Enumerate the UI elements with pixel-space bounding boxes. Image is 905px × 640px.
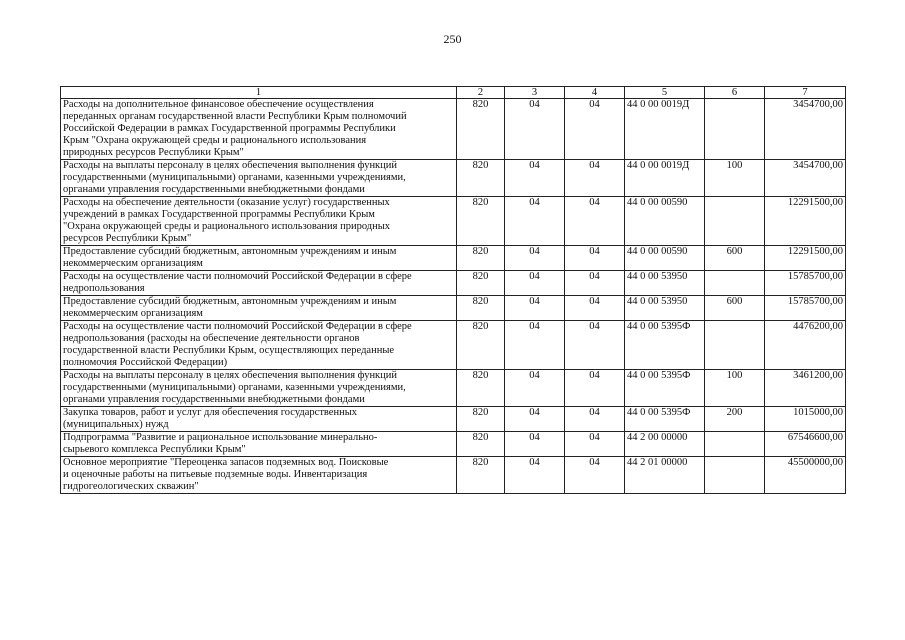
row-description: Основное мероприятие "Переоценка запасов подземных вод. Поисковые и оценочные работы на питьевые подземные воды. Инвентаризация гидрогеологических скважин"	[61, 457, 457, 494]
table-row	[61, 296, 846, 321]
cell-expense-type	[705, 197, 765, 246]
budget-table	[60, 86, 846, 494]
row-description: Расходы на дополнительное финансовое обеспечение осуществления переданных органам государственной власти Республики Крым полномочий Российской Федерации в рамках Государственной программы Республики Крым "Охрана окружающей среды и рационального использования природных ресурсов Республики Крым"	[61, 99, 457, 160]
cell-ministry-code: 820	[457, 160, 505, 197]
header-row	[61, 87, 846, 99]
row-description: Расходы на выплаты персоналу в целях обеспечения выполнения функций государственными (муниципальными) органами, казенными учреждениями, органами управления государственными внебюджетными фондами	[61, 160, 457, 197]
cell-ministry-code: 820	[457, 271, 505, 296]
table-row	[61, 246, 846, 271]
row-description: Расходы на обеспечение деятельности (оказание услуг) государственных учреждений в рамках Государственной программы Республики Крым "Охрана окружающей среды и рационального использования природных ресурсов Республики Крым"	[61, 197, 457, 246]
cell-amount: 67546600,00	[765, 432, 846, 457]
cell-expense-type	[705, 271, 765, 296]
cell-target-article: 44 0 00 5395Ф	[625, 321, 705, 370]
row-description: Расходы на осуществление части полномочий Российской Федерации в сфере недропользования (расходы на обеспечение деятельности органов государственной власти Республики Крым, осуществляющих переданные полномочия Российской Федерации)	[61, 321, 457, 370]
cell-subsection: 04	[565, 407, 625, 432]
cell-subsection: 04	[565, 296, 625, 321]
cell-target-article: 44 2 00 00000	[625, 432, 705, 457]
cell-section: 04	[505, 321, 565, 370]
cell-amount: 4476200,00	[765, 321, 846, 370]
table-row	[61, 321, 846, 370]
cell-amount: 3454700,00	[765, 99, 846, 160]
cell-target-article: 44 0 00 5395Ф	[625, 370, 705, 407]
cell-ministry-code: 820	[457, 321, 505, 370]
cell-expense-type	[705, 457, 765, 494]
cell-expense-type: 100	[705, 370, 765, 407]
cell-section: 04	[505, 370, 565, 407]
cell-section: 04	[505, 99, 565, 160]
cell-target-article: 44 0 00 00590	[625, 246, 705, 271]
table-row	[61, 271, 846, 296]
table-row	[61, 457, 846, 494]
cell-ministry-code: 820	[457, 296, 505, 321]
column-header: 7	[765, 87, 846, 99]
cell-subsection: 04	[565, 321, 625, 370]
table-row	[61, 407, 846, 432]
cell-subsection: 04	[565, 197, 625, 246]
cell-ministry-code: 820	[457, 457, 505, 494]
cell-section: 04	[505, 457, 565, 494]
cell-expense-type	[705, 321, 765, 370]
cell-target-article: 44 2 01 00000	[625, 457, 705, 494]
cell-subsection: 04	[565, 271, 625, 296]
cell-amount: 12291500,00	[765, 246, 846, 271]
cell-subsection: 04	[565, 457, 625, 494]
page-number: 250	[443, 32, 462, 46]
cell-section: 04	[505, 432, 565, 457]
cell-amount: 1015000,00	[765, 407, 846, 432]
cell-ministry-code: 820	[457, 432, 505, 457]
cell-amount: 3461200,00	[765, 370, 846, 407]
cell-amount: 15785700,00	[765, 296, 846, 321]
column-header: 5	[625, 87, 705, 99]
cell-section: 04	[505, 246, 565, 271]
cell-section: 04	[505, 271, 565, 296]
column-header: 3	[505, 87, 565, 99]
table-row	[61, 370, 846, 407]
table-row	[61, 197, 846, 246]
cell-expense-type: 600	[705, 296, 765, 321]
cell-section: 04	[505, 160, 565, 197]
cell-ministry-code: 820	[457, 99, 505, 160]
cell-ministry-code: 820	[457, 246, 505, 271]
cell-expense-type: 100	[705, 160, 765, 197]
table-row	[61, 99, 846, 160]
cell-subsection: 04	[565, 370, 625, 407]
cell-subsection: 04	[565, 432, 625, 457]
cell-ministry-code: 820	[457, 407, 505, 432]
cell-section: 04	[505, 407, 565, 432]
cell-expense-type: 200	[705, 407, 765, 432]
cell-expense-type: 600	[705, 246, 765, 271]
row-description: Подпрограмма "Развитие и рациональное использование минерально- сырьевого комплекса Республики Крым"	[61, 432, 457, 457]
cell-target-article: 44 0 00 00590	[625, 197, 705, 246]
cell-expense-type	[705, 432, 765, 457]
row-description: Закупка товаров, работ и услуг для обеспечения государственных (муниципальных) нужд	[61, 407, 457, 432]
cell-target-article: 44 0 00 0019Д	[625, 99, 705, 160]
cell-expense-type	[705, 99, 765, 160]
cell-amount: 45500000,00	[765, 457, 846, 494]
cell-section: 04	[505, 197, 565, 246]
cell-target-article: 44 0 00 0019Д	[625, 160, 705, 197]
column-header: 4	[565, 87, 625, 99]
cell-target-article: 44 0 00 5395Ф	[625, 407, 705, 432]
cell-section: 04	[505, 296, 565, 321]
column-header: 6	[705, 87, 765, 99]
column-header: 1	[61, 87, 457, 99]
cell-subsection: 04	[565, 99, 625, 160]
row-description: Предоставление субсидий бюджетным, автономным учреждениям и иным некоммерческим организациям	[61, 246, 457, 271]
cell-amount: 12291500,00	[765, 197, 846, 246]
table-row	[61, 432, 846, 457]
cell-subsection: 04	[565, 160, 625, 197]
cell-ministry-code: 820	[457, 197, 505, 246]
column-header: 2	[457, 87, 505, 99]
table-row	[61, 160, 846, 197]
cell-target-article: 44 0 00 53950	[625, 271, 705, 296]
row-description: Расходы на выплаты персоналу в целях обеспечения выполнения функций государственными (муниципальными) органами, казенными учреждениями, органами управления государственными внебюджетными фондами	[61, 370, 457, 407]
row-description: Предоставление субсидий бюджетным, автономным учреждениям и иным некоммерческим организациям	[61, 296, 457, 321]
cell-subsection: 04	[565, 246, 625, 271]
cell-amount: 3454700,00	[765, 160, 846, 197]
row-description: Расходы на осуществление части полномочий Российской Федерации в сфере недропользования	[61, 271, 457, 296]
cell-ministry-code: 820	[457, 370, 505, 407]
cell-target-article: 44 0 00 53950	[625, 296, 705, 321]
cell-amount: 15785700,00	[765, 271, 846, 296]
